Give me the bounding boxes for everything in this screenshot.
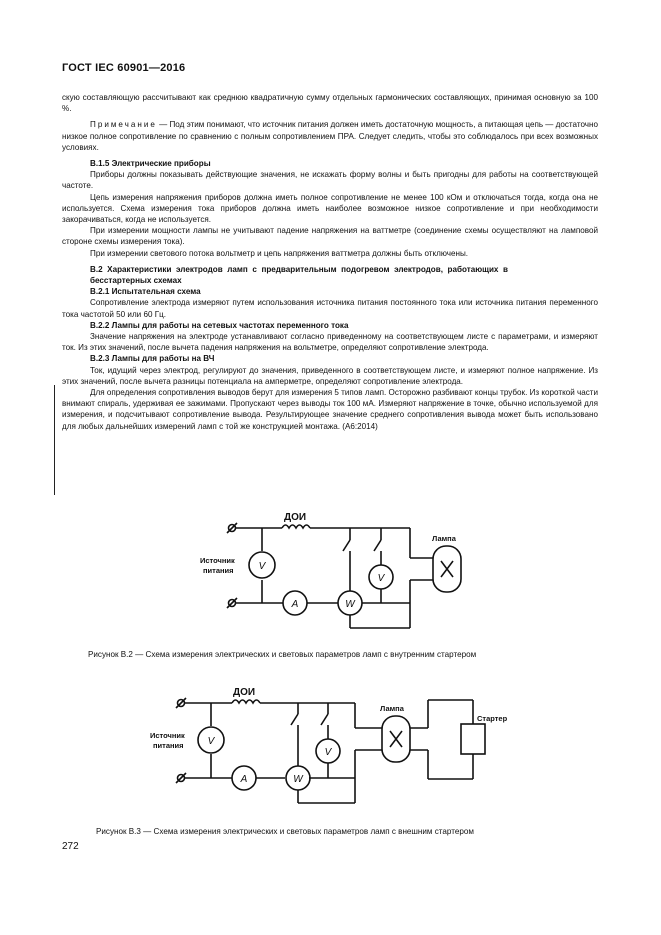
ballast-label: ДОИ xyxy=(284,512,307,523)
section-heading: В.2 Характеристики электродов ламп с предварительным подогревом электродов, работающих в бесстартерных схемах xyxy=(90,264,508,286)
lamp-label: Лампа xyxy=(380,704,404,713)
ammeter-label: A xyxy=(240,774,248,785)
figure-caption: Рисунок В.3 — Схема измерения электрических и световых параметров ламп с внешним стартером xyxy=(96,827,474,836)
section-heading: В.2.1 Испытательная схема xyxy=(90,287,201,297)
source-label: питания xyxy=(153,741,184,750)
section-heading: В.2.3 Лампы для работы на ВЧ xyxy=(90,354,215,364)
starter-icon xyxy=(461,724,485,754)
paragraph: При измерении светового потока вольтметр и цепь напряжения ваттметра должны быть отключены. xyxy=(90,248,469,258)
terminal-icon xyxy=(176,773,186,783)
starter-label: Стартер xyxy=(477,714,508,723)
page-number: 272 xyxy=(62,841,79,852)
lamp-icon xyxy=(382,716,410,762)
terminal-icon xyxy=(176,698,186,708)
voltmeter-label: V xyxy=(324,747,332,758)
ballast-label: ДОИ xyxy=(233,687,256,698)
lamp-label: Лампа xyxy=(432,534,456,543)
source-label: Источник xyxy=(150,731,185,740)
voltmeter-label: V xyxy=(207,736,215,747)
wattmeter-label: W xyxy=(345,599,355,610)
paragraph: Ток, идущий через электрод, регулируют до значения, приведенного в соответствующем листе, и измеряют полное напряжение. Из этих значений, после вычета разницы потенциала на амперметре, определяют сопротивление электрода. xyxy=(62,365,598,386)
paragraph: Приборы должны показывать действующие значения, не искажать форму волны и быть пригодны для работы на соответствующей частоте. xyxy=(62,170,598,191)
figure-caption: Рисунок В.2 — Схема измерения электрических и световых параметров ламп с внутренним стартером xyxy=(88,650,477,659)
wattmeter-label: W xyxy=(293,774,303,785)
source-label: Источник xyxy=(200,556,235,565)
switch-icon xyxy=(291,714,298,725)
paragraph: Значение напряжения на электроде устанавливают согласно приведенному на соответствующем листе с параметрами, и измеряют ток. Из этих значений, после вычета падения напряжения на вольтметре, определяют сопротивление электрода. xyxy=(62,332,598,353)
paragraph: скую составляющую рассчитывают как среднюю квадратичную сумму отдельных гармонических составляющих, принимая основную за 100 %. xyxy=(62,93,598,114)
paragraph: При измерении мощности лампы не учитывают падение напряжения на ваттметре (соединение схемы осуществляют на ламповой стороне схемы измерения тока). xyxy=(62,226,598,247)
paragraph: Для определения сопротивления выводов берут для измерения 5 типов ламп. Осторожно разбивают концы трубок. Из короткой части внимают спираль, удерживая ее зажимами. Пропускают через выводы ток 100 мА. Измеряют напряжение в точке, обычно используемой для измерения, и подсчитывают сопротивление вывода. Результирующее значение среднего сопротивления вывода может быть использовано для любых дальнейших измерений ламп с той же конструкцией монтажа. (А6:2014) xyxy=(62,388,598,431)
paragraph: Цепь измерения напряжения приборов должна иметь полное сопротивление не менее 100 кОм и отключаться тогда, когда она не используется. Схема измерения тока приборов должна иметь наиболее возможное низкое сопротивление и при необходимости закорачиваться, когда не используется. xyxy=(62,192,598,225)
note-text: — Под этим понимают, что источник питания должен иметь достаточную мощность, а питающая цепь — достаточно низкое полное сопротивление по сравнению с полным сопротивлением ПРА. Следует следить, чтобы это соблюдалось при всех возможных условиях. xyxy=(62,120,598,152)
document-header: ГОСТ IEC 60901—2016 xyxy=(62,62,186,74)
section-heading: В.1.5 Электрические приборы xyxy=(90,159,211,169)
ammeter-label: A xyxy=(291,599,299,610)
voltmeter-label: V xyxy=(377,573,385,584)
paragraph: Сопротивление электрода измеряют путем использования источника питания постоянного тока или источника питания переменного тока частотой 50 или 60 Гц. xyxy=(62,298,598,319)
note-label: Примечание xyxy=(90,120,157,130)
section-heading: В.2.2 Лампы для работы на сетевых частотах переменного тока xyxy=(90,320,349,330)
source-label: питания xyxy=(203,566,234,575)
voltmeter-label: V xyxy=(258,561,266,572)
inductor-icon xyxy=(232,700,260,703)
switch-icon xyxy=(321,714,328,725)
